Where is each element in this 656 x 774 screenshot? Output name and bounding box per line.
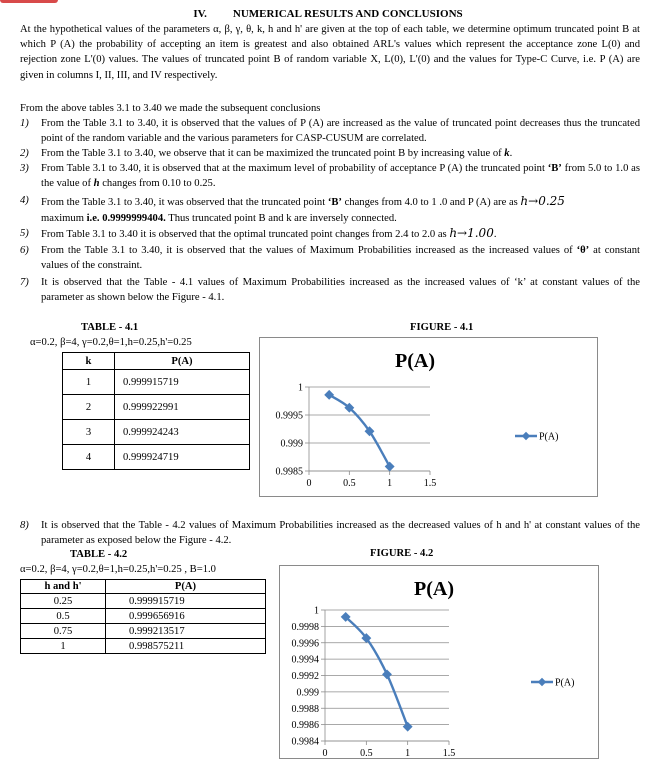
- legend-marker: [538, 678, 546, 686]
- table41-caption: TABLE - 4.1: [81, 322, 139, 333]
- x-tick-label: 0: [322, 748, 328, 759]
- legend-marker: [522, 432, 530, 440]
- x-tick-label: 0.5: [360, 748, 373, 759]
- y-tick-label: 0.9992: [291, 671, 319, 682]
- section-title: NUMERICAL RESULTS AND CONCLUSIONS: [232, 8, 463, 20]
- conclusions-intro: From the above tables 3.1 to 3.40 we made the subsequent conclusions: [20, 103, 321, 114]
- table41: [62, 352, 250, 470]
- table-row: 4 0.999924719: [63, 445, 250, 470]
- chart-title: P(A): [414, 578, 454, 600]
- table-row: 0.25 0.999915719: [21, 594, 266, 609]
- math-h-100: h→1.00: [449, 226, 494, 240]
- y-tick-label: 0.9998: [291, 621, 319, 633]
- y-tick-label: 1: [314, 605, 319, 617]
- data-point: [382, 669, 392, 679]
- y-tick-label: 0.9995: [275, 410, 303, 422]
- intro-paragraph: At the hypothetical values of the parameters α, β, γ, θ, k, h and h' are given at the top of each table, we determine optimum truncated point B at which P (A) the probability of accepting an item is greatest and also obtained ARL's values which represent the acceptance zone L(0) and rejection zone L'(0) values. The values of truncated point B of random variable X, L(0), L'(0) and the values for Type-C Curve, i.e. P (A) are given in columns I, II, III, and IV respectively.: [20, 24, 640, 81]
- x-tick-label: 1: [387, 478, 393, 489]
- x-tick-label: 1: [405, 748, 411, 759]
- table-row: 0.5 0.999656916: [21, 609, 266, 624]
- data-point: [385, 462, 395, 472]
- y-tick-label: 0.9994: [291, 654, 319, 666]
- figure41-svg: [260, 338, 599, 498]
- x-tick-label: 0.5: [343, 478, 356, 489]
- table41-header-pa: P(A): [115, 353, 250, 370]
- table42-header-h: h and h': [21, 580, 106, 594]
- y-tick-label: 0.9984: [291, 736, 319, 748]
- table-row: 0.75 0.999213517: [21, 624, 266, 639]
- figure42-svg: [280, 566, 600, 760]
- chart-title: P(A): [395, 350, 435, 372]
- y-tick-label: 0.9996: [291, 638, 319, 650]
- math-h-025: h→0.25: [520, 194, 565, 208]
- y-tick-label: 0.9988: [291, 703, 319, 715]
- table-row: 1 0.998575211: [21, 639, 266, 654]
- y-tick-label: 1: [298, 382, 303, 394]
- series-line: [329, 395, 390, 467]
- figure41-caption: FIGURE - 4.1: [410, 322, 474, 333]
- table-row: 1 0.999915719: [63, 370, 250, 395]
- y-tick-label: 0.9986: [291, 720, 319, 732]
- table42: [20, 579, 266, 654]
- table41-params: α=0.2, β=4, γ=0.2,θ=1,h=0.25,h'=0.25: [30, 337, 192, 348]
- table-row: 2 0.999922991: [63, 395, 250, 420]
- y-tick-label: 0.999: [296, 687, 319, 699]
- series-line: [346, 617, 408, 727]
- y-tick-label: 0.999: [280, 438, 303, 450]
- x-tick-label: 1.5: [423, 478, 437, 489]
- section-number: IV.: [193, 8, 207, 20]
- table42-header-pa: P(A): [106, 580, 266, 594]
- figure42-caption: FIGURE - 4.2: [370, 548, 434, 559]
- table-row: 3 0.999924243: [63, 420, 250, 445]
- x-tick-label: 0: [306, 478, 312, 489]
- table42-params: α=0.2, β=4, γ=0.2,θ=1,h=0.25,h'=0.25 , B=1.0: [20, 564, 216, 575]
- data-point: [403, 722, 413, 732]
- y-tick-label: 0.9985: [275, 466, 303, 478]
- legend-label: P(A): [539, 431, 559, 443]
- data-point: [324, 390, 334, 400]
- legend-label: P(A): [555, 677, 575, 689]
- x-tick-label: 1.5: [442, 748, 456, 759]
- figure41-chart: [259, 337, 598, 497]
- top-red-mark: [0, 0, 58, 3]
- table41-header-k: k: [63, 353, 115, 370]
- figure42-chart: [279, 565, 599, 759]
- table42-caption: TABLE - 4.2: [70, 549, 128, 560]
- section-heading: [0, 8, 656, 20]
